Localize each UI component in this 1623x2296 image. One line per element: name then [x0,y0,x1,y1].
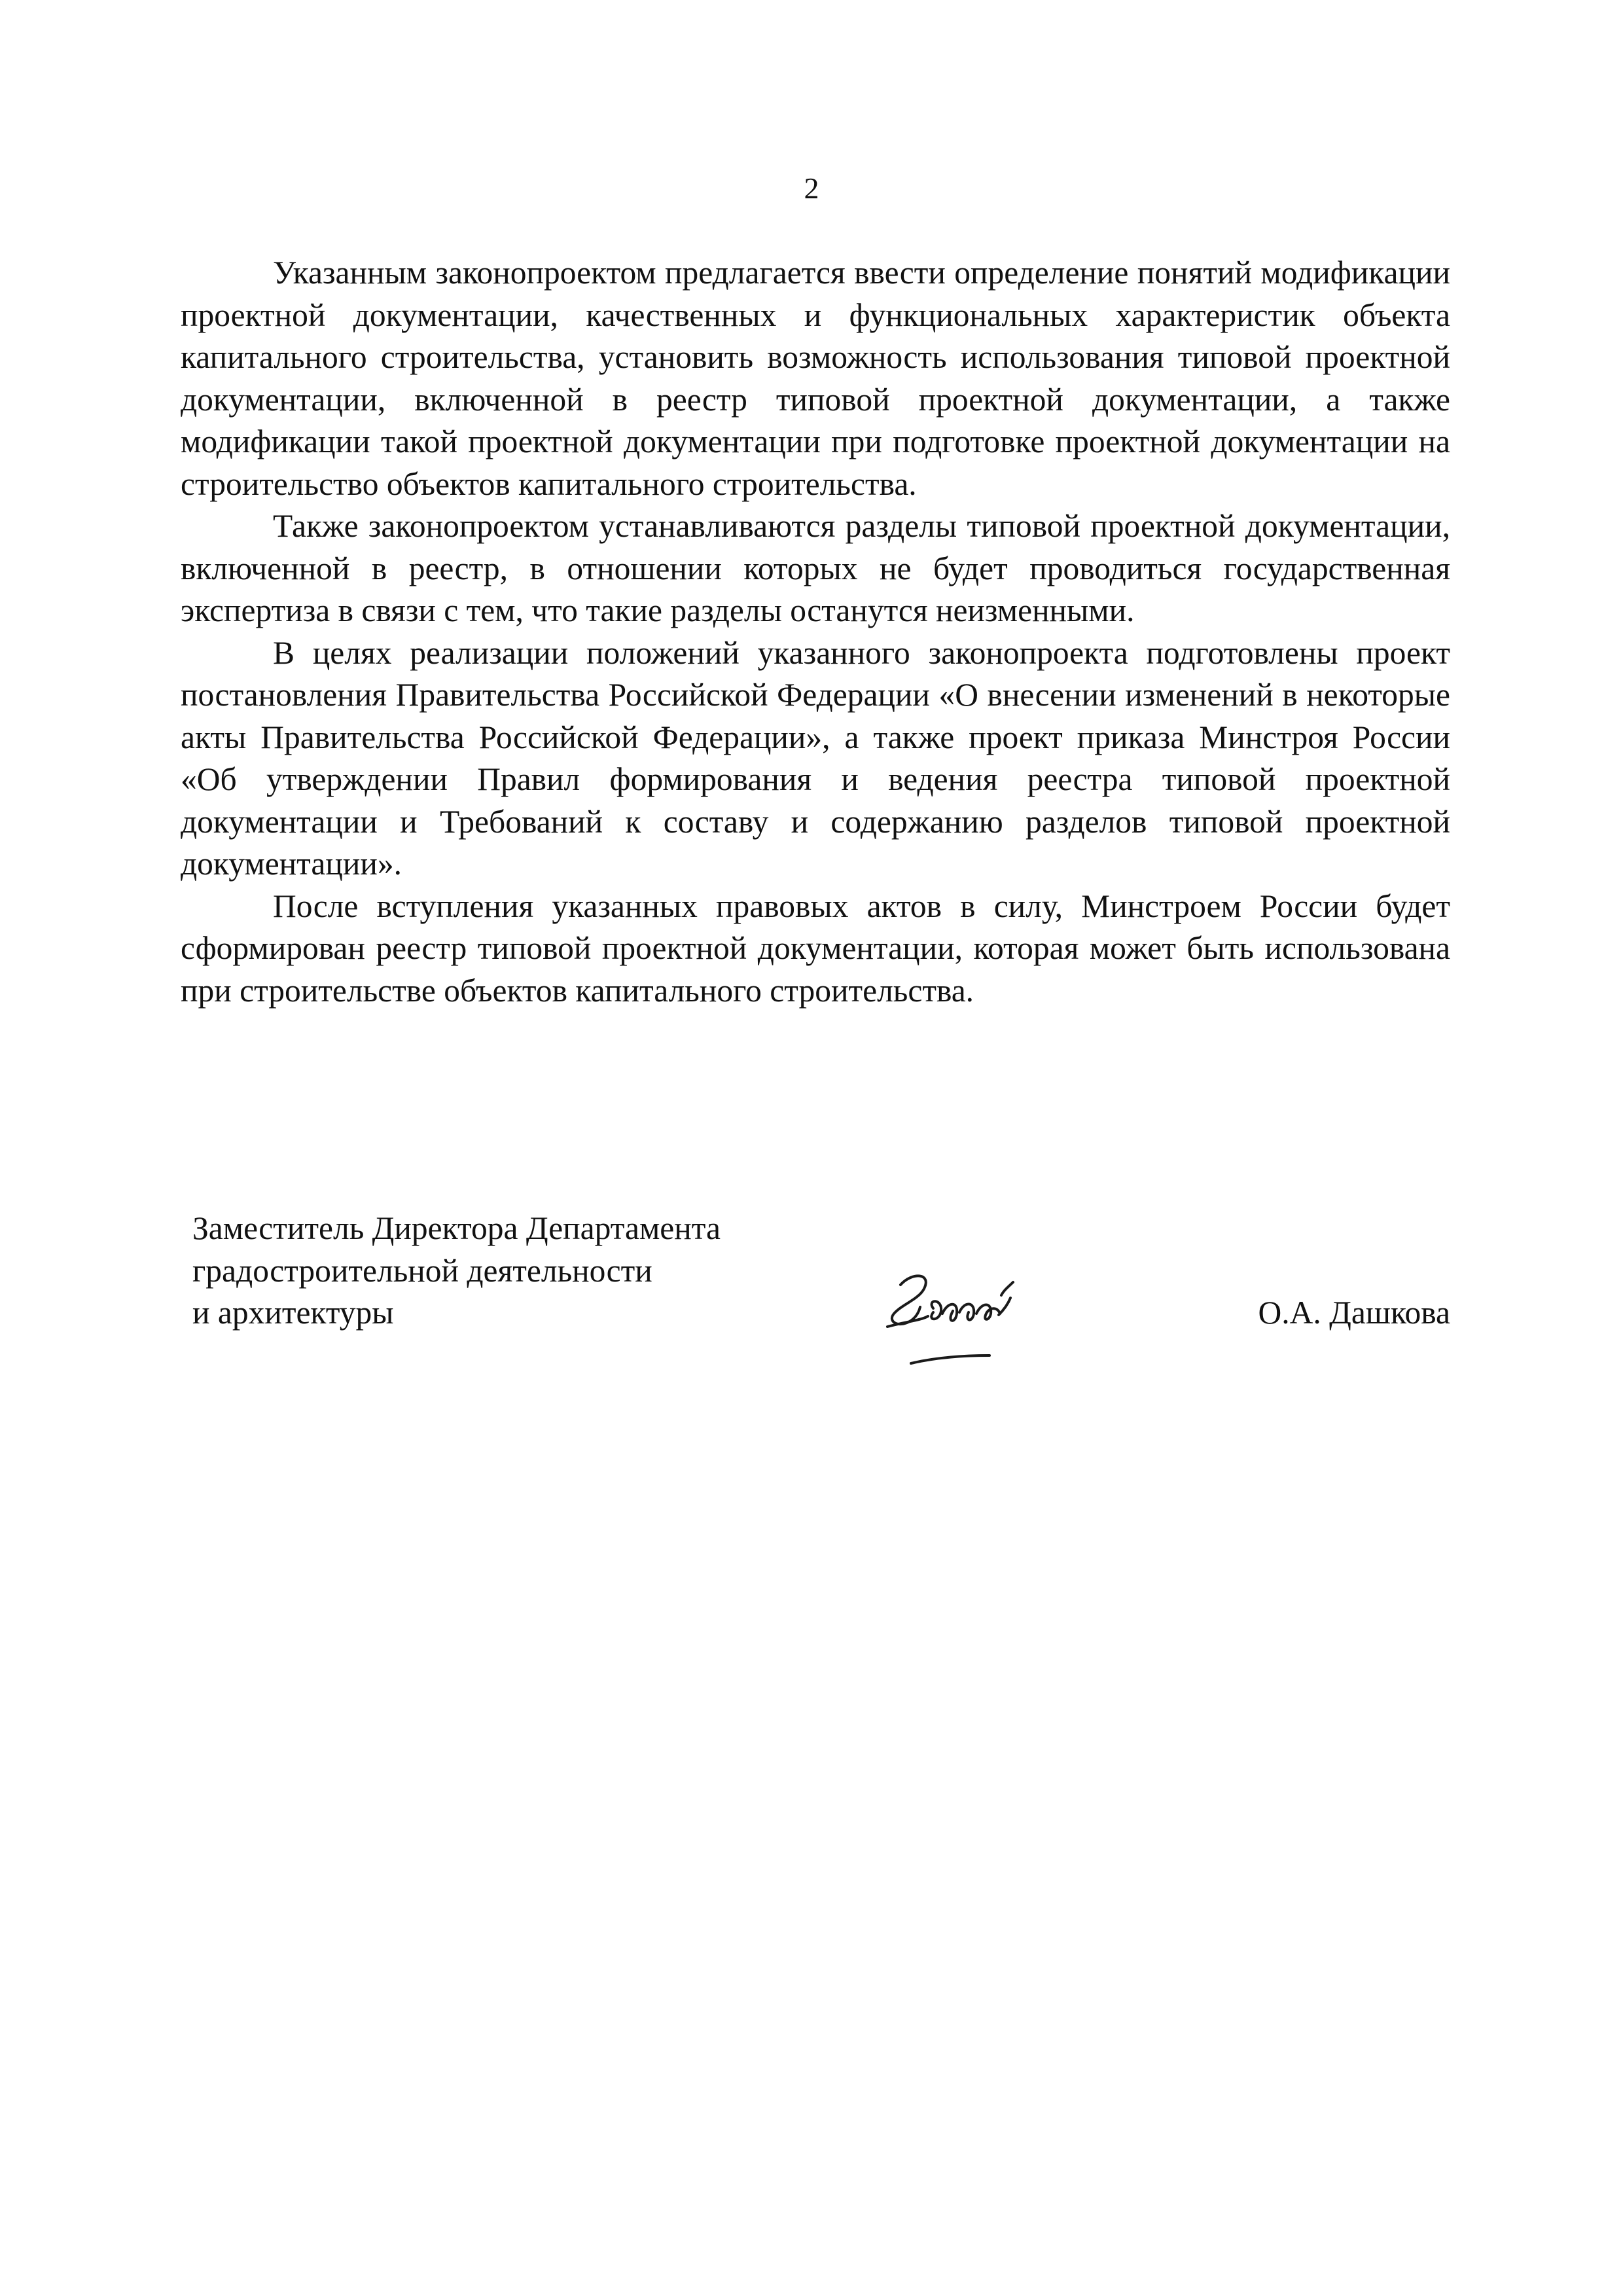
signatory-title: Заместитель Директора Департамента градостроительной деятельности и архитектуры [192,1210,721,1331]
document-body [181,252,1450,1012]
paragraph-4: После вступления указанных правовых актов в силу, Минстроем России будет сформирован реестр типовой проектной документации, которая может быть использована при строительстве объектов капитального строительства. [181,888,1450,1009]
signature-block [181,1208,1450,1417]
paragraph-2: Также законопроектом устанавливаются разделы типовой проектной документации, включенной в реестр, в отношении которых не будет проводиться государственная экспертиза в связи с тем, что такие разделы останутся неизменными. [181,508,1450,628]
paragraph-1: Указанным законопроектом предлагается ввести определение понятий модификации проектной документации, качественных и функциональных характеристик объекта капитального строительства, установить возможность использования типовой проектной документации, включенной в реестр типовой проектной документации, а также модификации такой проектной документации при подготовке проектной документации на строительство объектов капитального строительства. [181,255,1450,502]
page-number: 2 [804,171,819,205]
paragraph-3: В целях реализации положений указанного законопроекта подготовлены проект постановления Правительства Российской Федерации «О внесении изменений в некоторые акты Правительства Российской Федерации», а также проект приказа Минстроя России «Об утверждении Правил формирования и ведения реестра типовой проектной документации и Требований к составу и содержанию разделов типовой проектной документации». [181,634,1450,882]
handwritten-signature [861,1253,1058,1384]
signatory-name: О.А. Дашкова [1258,1295,1450,1331]
